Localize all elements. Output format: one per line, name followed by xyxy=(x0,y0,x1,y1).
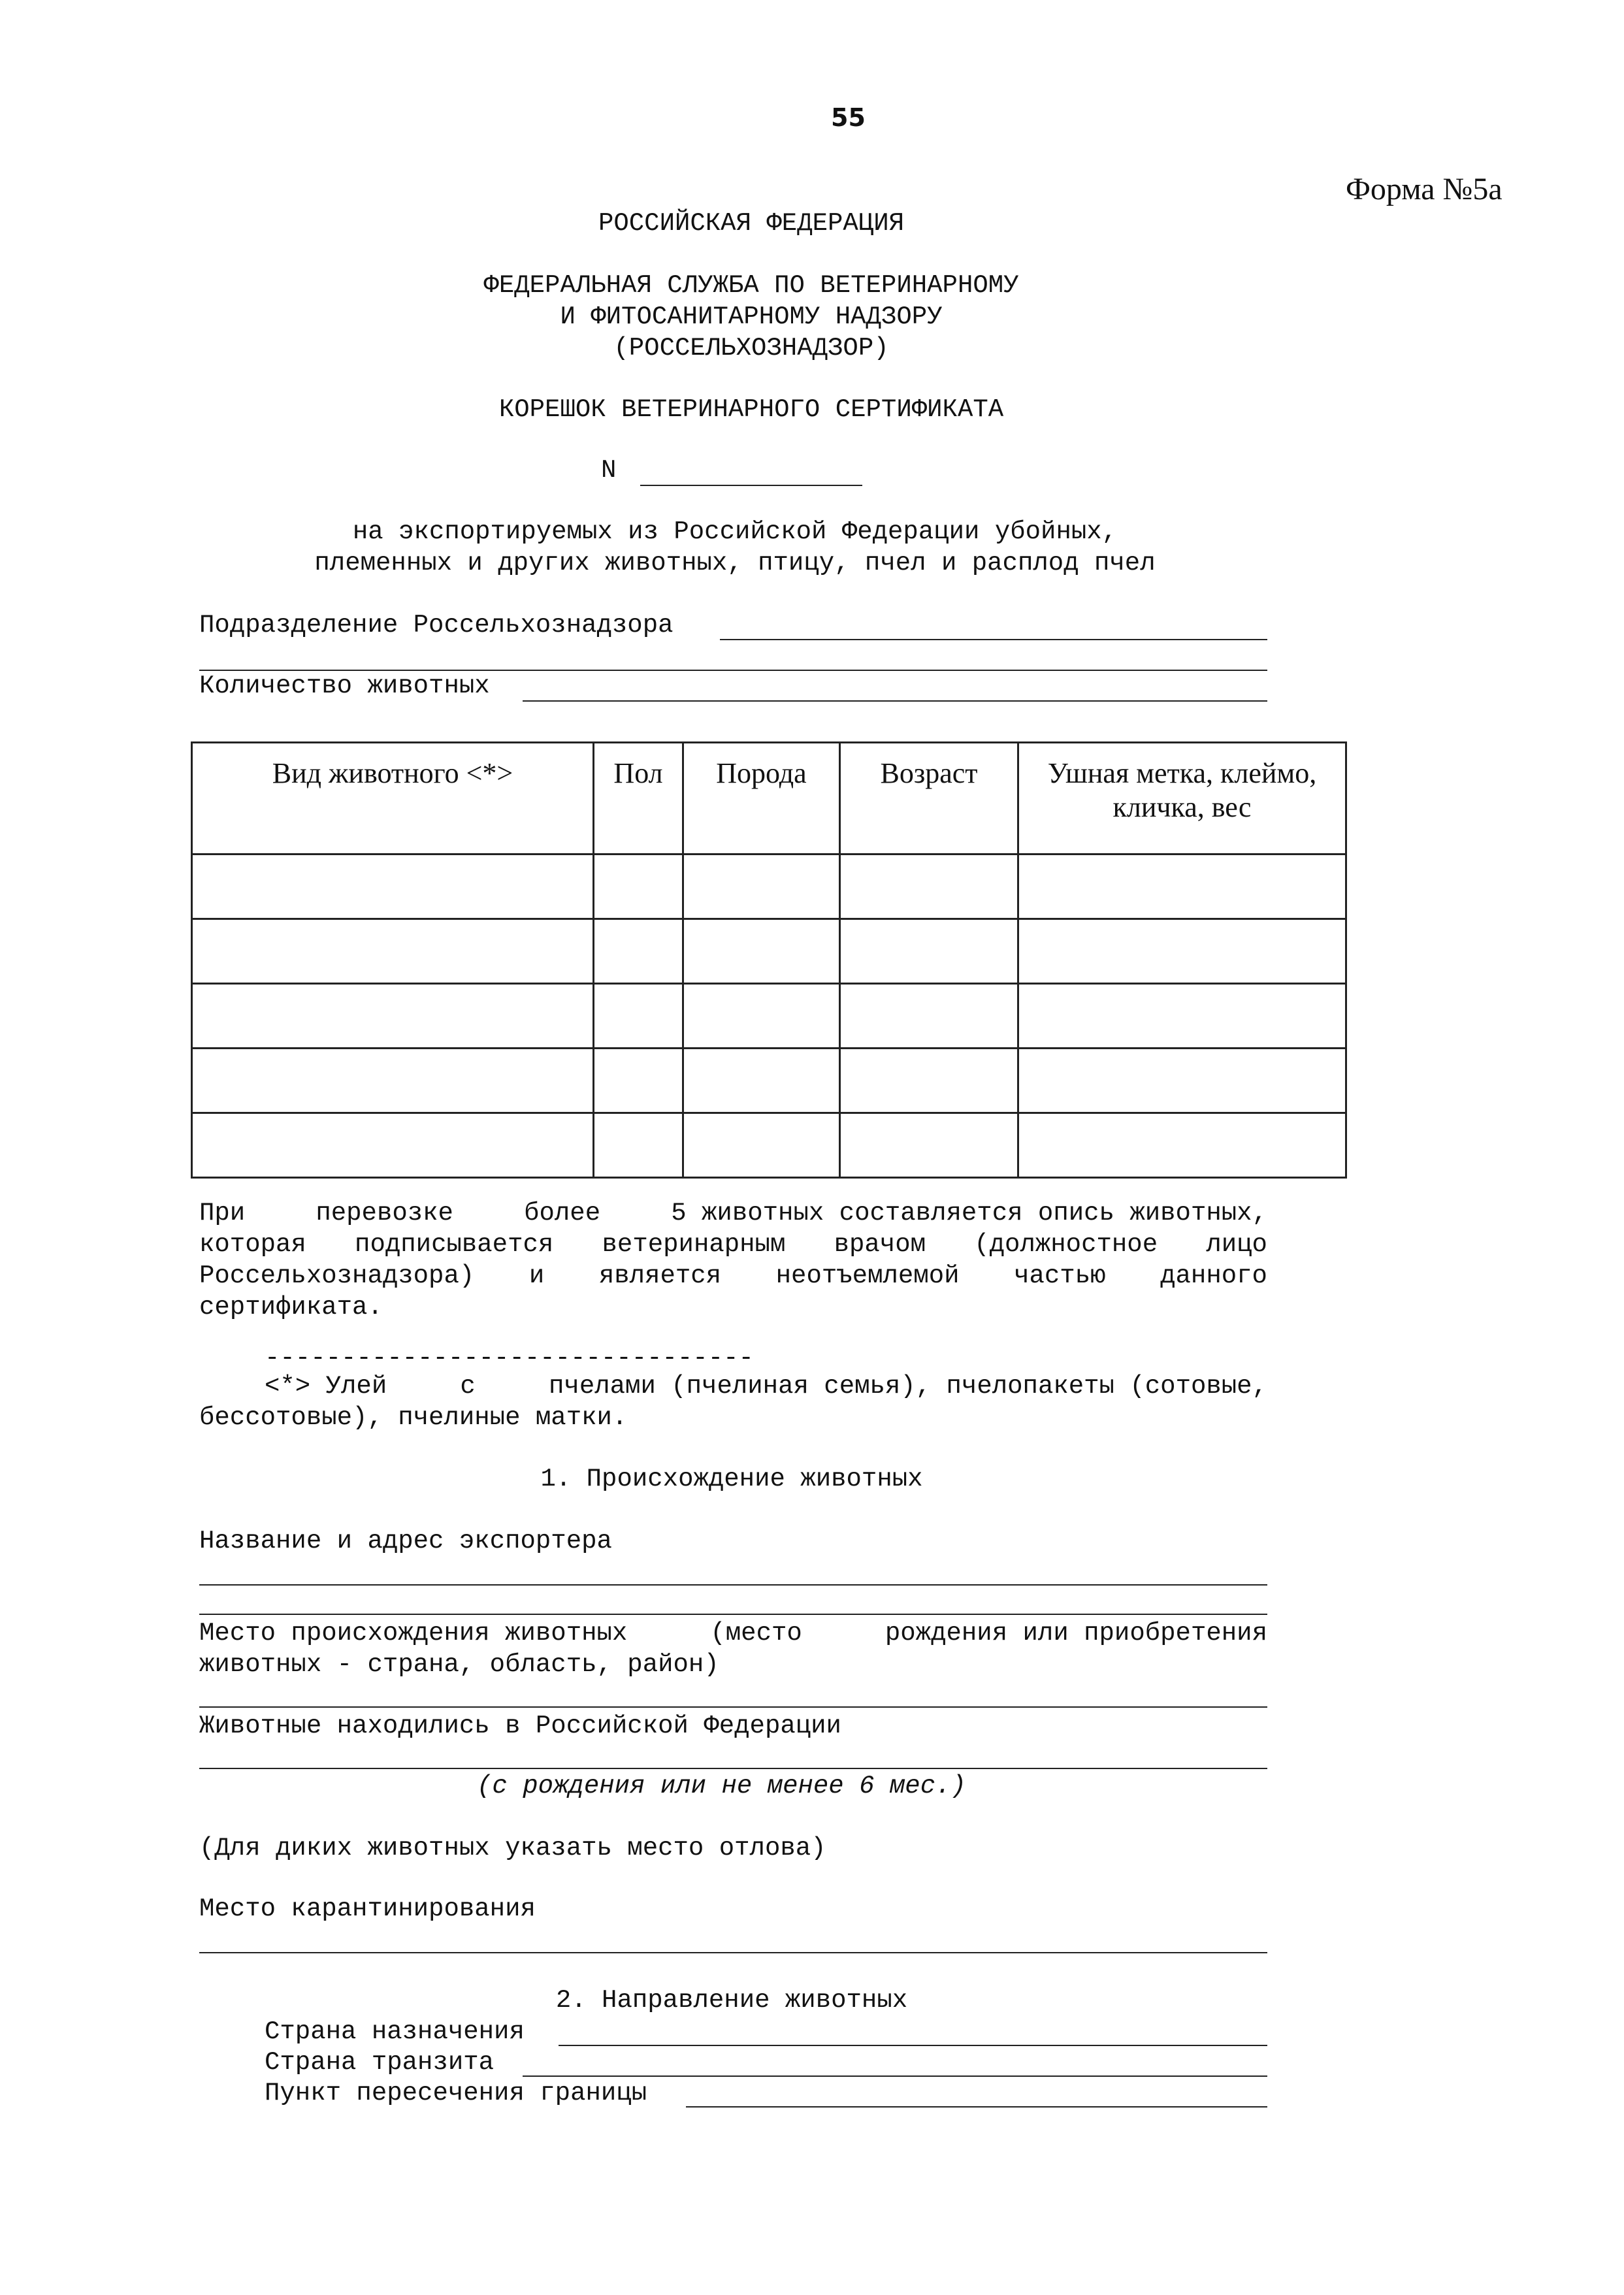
exporter-field[interactable] xyxy=(199,1584,1267,1586)
table-cell[interactable] xyxy=(1018,855,1346,919)
in-rf-field[interactable] xyxy=(199,1768,1267,1769)
page-number: 55 xyxy=(831,103,866,132)
table-cell[interactable] xyxy=(1018,984,1346,1049)
division-field[interactable] xyxy=(720,639,1267,640)
transit-label: Страна транзита xyxy=(265,2048,495,2077)
division-label: Подразделение Россельхознадзора xyxy=(199,611,674,640)
col-header-age: Возраст xyxy=(840,743,1018,855)
animal-count-field[interactable] xyxy=(523,700,1267,702)
quarantine-field[interactable] xyxy=(199,1952,1267,1953)
table-cell[interactable] xyxy=(683,1113,840,1178)
section2-title: 2. Направление животных xyxy=(555,1986,908,2015)
table-cell[interactable] xyxy=(683,855,840,919)
form-label: Форма №5а xyxy=(1346,172,1502,206)
table-cell[interactable] xyxy=(192,1049,594,1113)
border-crossing-field[interactable] xyxy=(686,2106,1267,2108)
table-row xyxy=(192,855,1346,919)
table-cell[interactable] xyxy=(594,984,683,1049)
table-cell[interactable] xyxy=(1018,919,1346,984)
table-cell[interactable] xyxy=(683,984,840,1049)
col-header-sex: Пол xyxy=(594,743,683,855)
table-cell[interactable] xyxy=(840,919,1018,984)
table-cell[interactable] xyxy=(840,984,1018,1049)
header-agency-line1: ФЕДЕРАЛЬНАЯ СЛУЖБА ПО ВЕТЕРИНАРНОМУ xyxy=(483,271,1019,300)
table-cell[interactable] xyxy=(594,919,683,984)
table-cell[interactable] xyxy=(1018,1049,1346,1113)
division-field-continuation[interactable] xyxy=(199,670,1267,671)
destination-label: Страна назначения xyxy=(265,2017,525,2046)
table-cell[interactable] xyxy=(594,855,683,919)
col-header-breed: Порода xyxy=(683,743,840,855)
header-country: РОССИЙСКАЯ ФЕДЕРАЦИЯ xyxy=(598,209,905,238)
wild-animals-note: (Для диких животных указать место отлова) xyxy=(199,1834,826,1863)
animal-count-label: Количество животных xyxy=(199,672,490,700)
table-cell[interactable] xyxy=(840,1113,1018,1178)
note-line3: Россельхознадзора) и является неотъемлемой частью данного xyxy=(199,1261,1267,1290)
header-agency-line2: И ФИТОСАНИТАРНОМУ НАДЗОРУ xyxy=(560,302,943,331)
subtitle-line1: на экспортируемых из Российской Федерации убойных, xyxy=(352,517,1118,546)
section1-title: 1. Происхождение животных xyxy=(540,1465,923,1493)
origin-label-line2: животных - страна, область, район) xyxy=(199,1650,719,1679)
table-cell[interactable] xyxy=(683,1049,840,1113)
table-row xyxy=(192,1113,1346,1178)
origin-field[interactable] xyxy=(199,1706,1267,1708)
destination-field[interactable] xyxy=(559,2045,1267,2046)
table-cell[interactable] xyxy=(683,919,840,984)
table-row xyxy=(192,984,1346,1049)
table-cell[interactable] xyxy=(840,855,1018,919)
animals-table xyxy=(191,741,1347,1179)
document-title: КОРЕШОК ВЕТЕРИНАРНОГО СЕРТИФИКАТА xyxy=(498,395,1004,424)
transit-field[interactable] xyxy=(523,2075,1267,2077)
exporter-label: Название и адрес экспортера xyxy=(199,1527,612,1555)
header-agency-line3: (РОССЕЛЬХОЗНАДЗОР) xyxy=(613,334,889,363)
table-cell[interactable] xyxy=(594,1049,683,1113)
table-row xyxy=(192,1049,1346,1113)
in-rf-label: Животные находились в Российской Федерации xyxy=(199,1712,841,1740)
origin-label-line1: Место происхождения животных (место рождения или приобретения xyxy=(199,1619,1267,1648)
footnote-line2: бессотовые), пчелиные матки. xyxy=(199,1403,628,1432)
quarantine-label: Место карантинирования xyxy=(199,1895,536,1923)
table-cell[interactable] xyxy=(192,984,594,1049)
certificate-number-field[interactable] xyxy=(640,485,862,486)
note-line2: которая подписывается ветеринарным врачом (должностное лицо xyxy=(199,1230,1267,1259)
footnote-separator: -------------------------------- xyxy=(265,1344,754,1373)
note-line1: При перевозке более 5 животных составляется опись животных, xyxy=(199,1199,1267,1228)
note-line4: сертификата. xyxy=(199,1293,383,1322)
table-cell[interactable] xyxy=(840,1049,1018,1113)
certificate-number-label: N xyxy=(601,456,617,485)
table-cell[interactable] xyxy=(1018,1113,1346,1178)
border-crossing-label: Пункт пересечения границы xyxy=(265,2079,647,2108)
table-row xyxy=(192,919,1346,984)
exporter-field-continuation[interactable] xyxy=(199,1614,1267,1615)
footnote-line1: <*> Улей с пчелами (пчелиная семья), пчелопакеты (сотовые, xyxy=(265,1372,1267,1401)
table-cell[interactable] xyxy=(192,919,594,984)
subtitle-line2: племенных и других животных, птицу, пчел и расплод пчел xyxy=(314,549,1156,578)
col-header-identification: Ушная метка, клеймо, кличка, вес xyxy=(1018,743,1346,855)
table-cell[interactable] xyxy=(192,855,594,919)
table-cell[interactable] xyxy=(192,1113,594,1178)
col-header-animal-type: Вид животного <*> xyxy=(192,743,594,855)
in-rf-hint: (с рождения или не менее 6 мес.) xyxy=(477,1772,966,1800)
table-header-row xyxy=(192,743,1346,855)
table-cell[interactable] xyxy=(594,1113,683,1178)
